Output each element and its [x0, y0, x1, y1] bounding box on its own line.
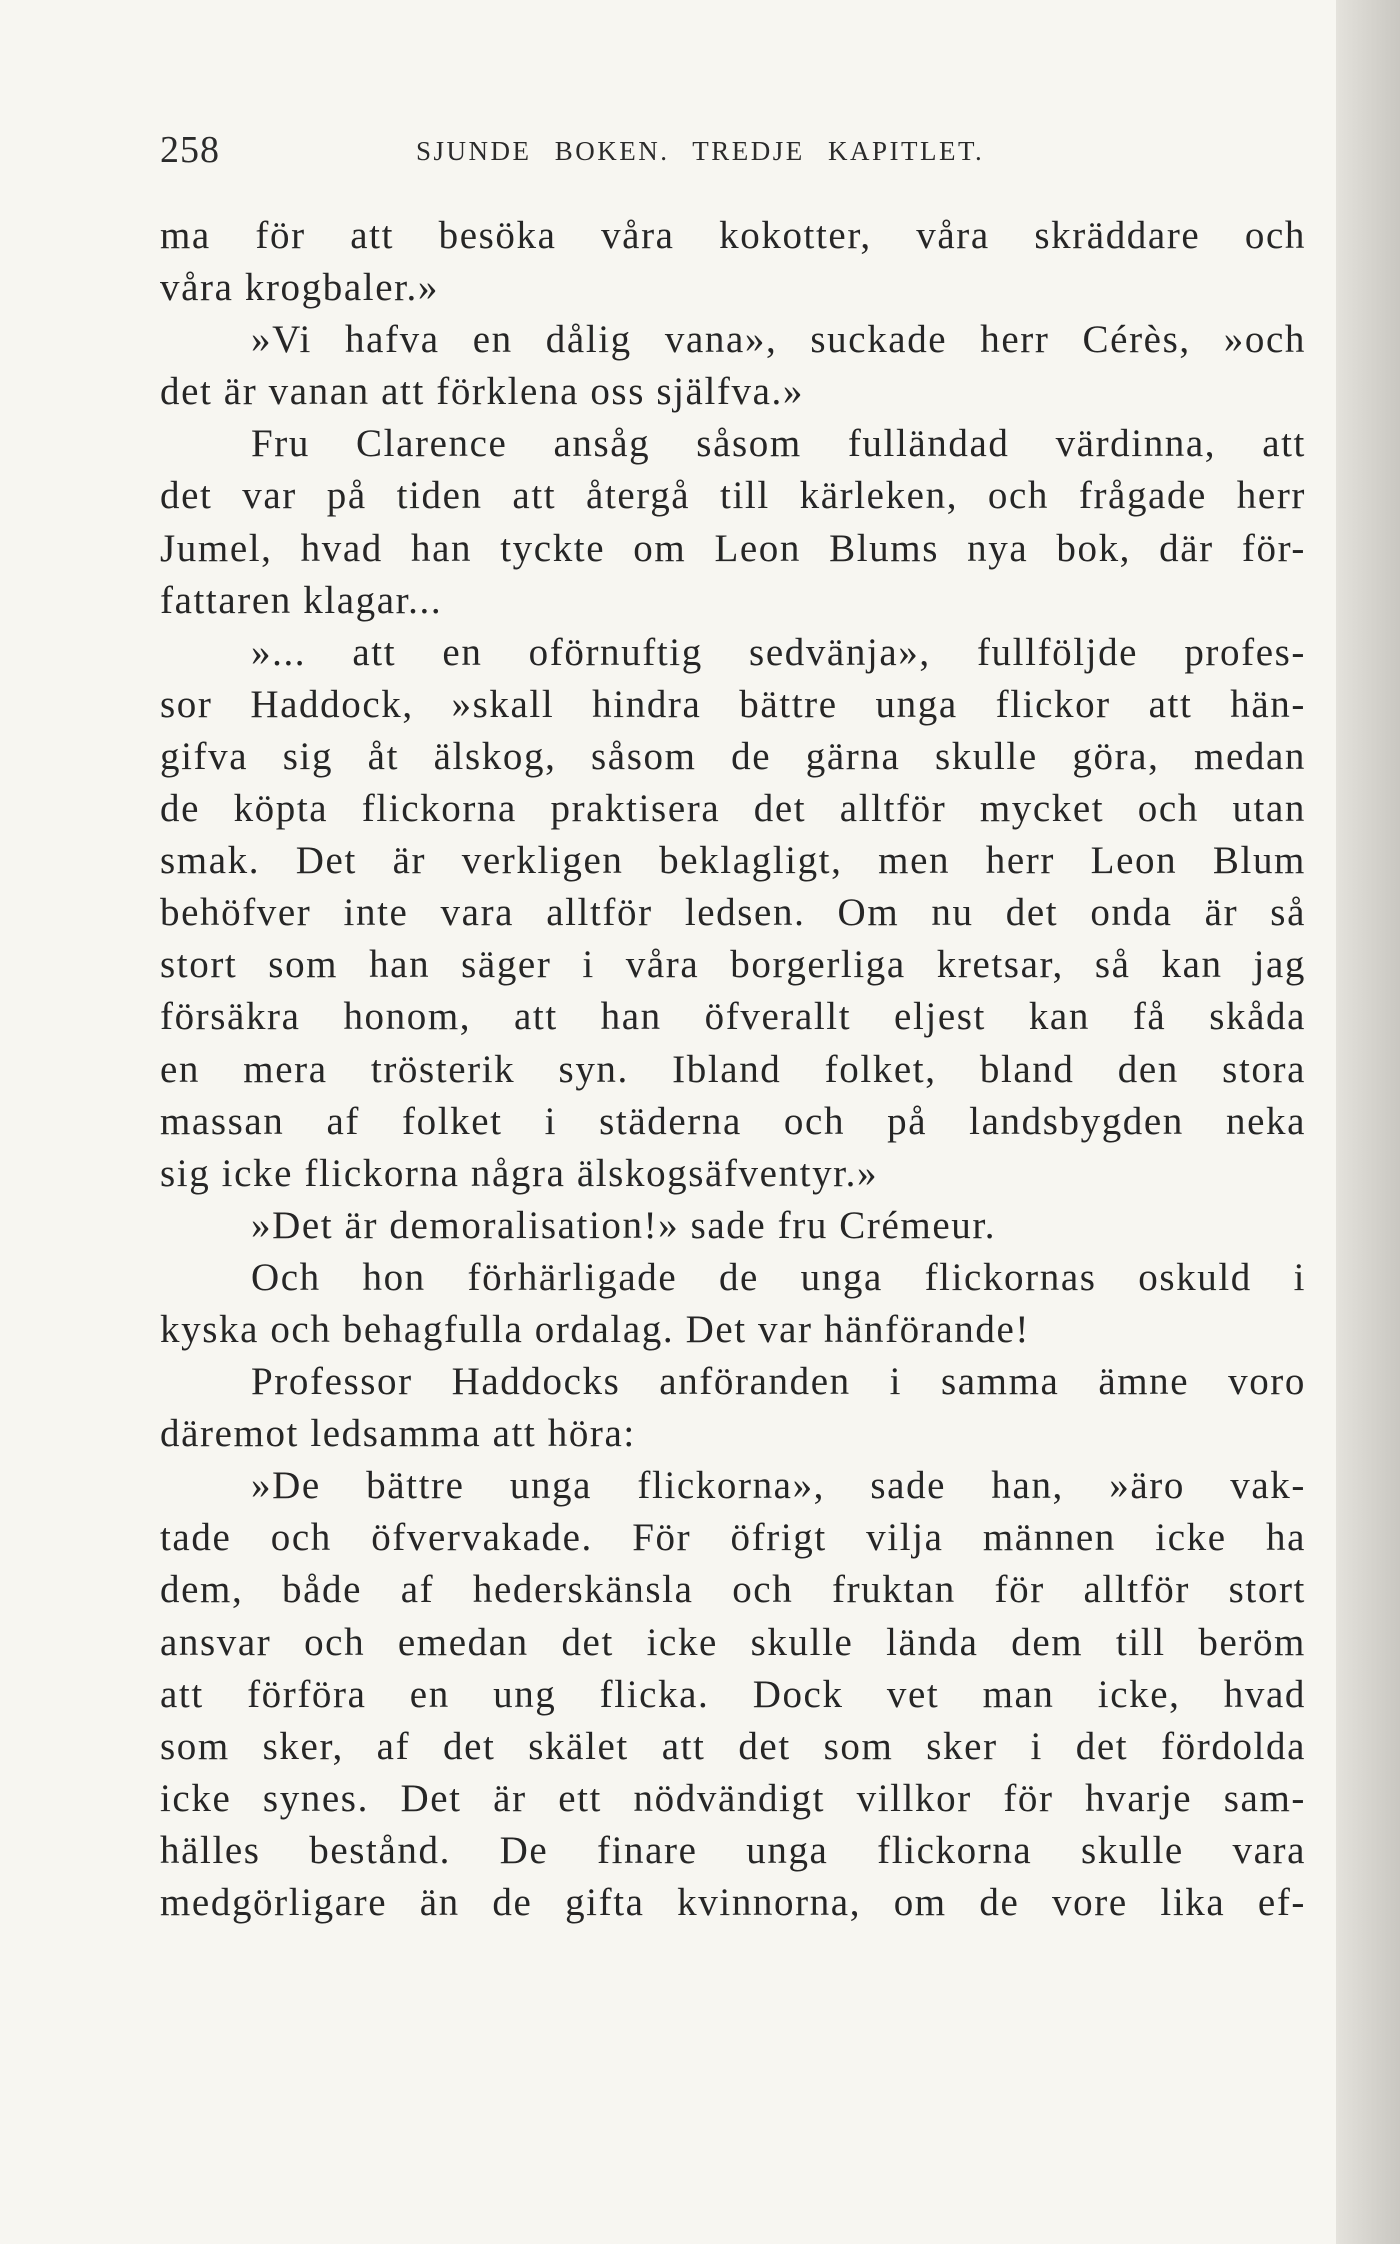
text-line: att förföra en ung flicka. Dock vet man icke, hvad — [160, 1672, 1306, 1716]
text-line: »... att en oförnuftig sedvänja», fullföljde profes- — [251, 630, 1306, 674]
page-number: 258 — [160, 129, 220, 171]
text-line: sig icke flickorna några älskogsäfventyr.» — [160, 1151, 879, 1195]
text-line: »Vi hafva en dålig vana», suckade herr Cérès, »och — [251, 318, 1306, 362]
text-line: gifva sig åt älskog, såsom de gärna skulle göra, medan — [160, 734, 1306, 778]
text-line: ansvar och emedan det icke skulle lända dem till beröm — [160, 1620, 1306, 1664]
text-line: Professor Haddocks anföranden i samma ämne voro — [251, 1360, 1306, 1404]
text-line: som sker, af det skälet att det som sker i det fördolda — [160, 1724, 1306, 1768]
text-line: sor Haddock, »skall hindra bättre unga flickor att hän- — [160, 682, 1306, 726]
running-head: SJUNDE BOKEN. TREDJE KAPITLET. — [416, 136, 985, 166]
text-line: ma för att besöka våra kokotter, våra skräddare och — [160, 214, 1306, 257]
text-line: fattaren klagar... — [160, 578, 443, 622]
text-line: tade och öfvervakade. För öfrigt vilja männen icke ha — [160, 1516, 1306, 1560]
text-line: behöfver inte vara alltför ledsen. Om nu det onda är så — [160, 891, 1306, 935]
text-line: Jumel, hvad han tyckte om Leon Blums nya bok, där för- — [160, 526, 1306, 570]
text-line: Och hon förhärligade de unga flickornas oskuld i — [251, 1255, 1306, 1299]
text-line: Fru Clarence ansåg såsom fulländad värdinna, att — [251, 422, 1306, 466]
text-line: icke synes. Det är ett nödvändigt villkor för hvarje sam- — [160, 1776, 1306, 1820]
text-line: smak. Det är verkligen beklagligt, men herr Leon Blum — [160, 839, 1306, 883]
text-line: massan af folket i städerna och på landsbygden neka — [160, 1099, 1306, 1143]
text-line: hälles bestånd. De finare unga flickorna skulle vara — [160, 1828, 1306, 1872]
text-line: det är vanan att förklena oss själfva.» — [160, 370, 804, 414]
text-line: det var på tiden att återgå till kärleken, och frågade herr — [160, 474, 1306, 518]
text-line: våra krogbaler.» — [160, 266, 439, 310]
text-line: de köpta flickorna praktisera det alltför mycket och utan — [160, 787, 1306, 831]
text-line: försäkra honom, att han öfverallt eljest kan få skåda — [160, 995, 1306, 1039]
text-line: »De bättre unga flickorna», sade han, »äro vak- — [251, 1464, 1306, 1508]
text-line: medgörligare än de gifta kvinnorna, om de vore lika ef- — [160, 1881, 1306, 1924]
text-line: dem, både af hederskänsla och fruktan för alltför stort — [160, 1568, 1306, 1612]
text-line: däremot ledsamma att höra: — [160, 1412, 636, 1456]
body-text — [160, 210, 1306, 1929]
text-line: »Det är demoralisation!» sade fru Crémeur. — [251, 1203, 997, 1247]
page-header — [160, 128, 1320, 178]
page-edge-shadow — [1336, 0, 1400, 2244]
text-line: en mera trösterik syn. Ibland folket, bland den stora — [160, 1047, 1306, 1091]
text-line: kyska och behagfulla ordalag. Det var hänförande! — [160, 1307, 1030, 1351]
text-line: stort som han säger i våra borgerliga kretsar, så kan jag — [160, 943, 1306, 987]
